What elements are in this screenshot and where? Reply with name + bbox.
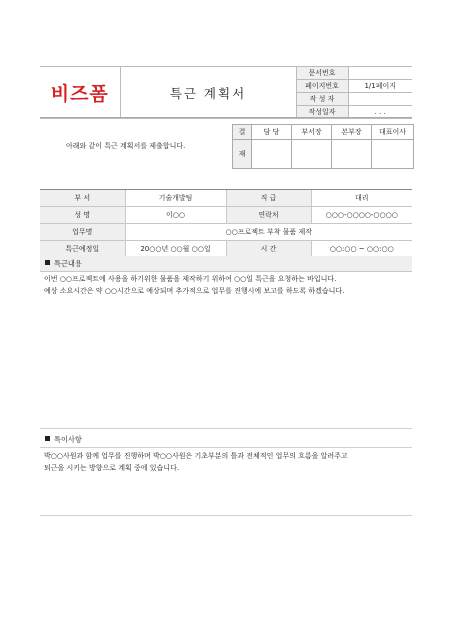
approval-header-ceo: 대표이사 <box>372 125 414 140</box>
page-number-value: 1/1페이지 <box>348 80 412 93</box>
notes-line: 박○○사원과 함께 업무를 진행하며 박○○사원은 기초부분의 틀과 전체적인 업무의 흐름을 알려주고 <box>44 452 348 460</box>
approval-sign-ceo[interactable] <box>372 140 414 169</box>
content-section-header <box>40 256 412 272</box>
time-value[interactable]: ○○:○○ ~ ○○:○○ <box>311 241 412 258</box>
name-label: 성 명 <box>40 207 125 224</box>
square-bullet-icon <box>45 436 50 441</box>
approval-sign-dept-head[interactable] <box>292 140 332 169</box>
square-bullet-icon <box>45 260 50 265</box>
logo-cell <box>40 67 120 119</box>
date-written-label: 작성일자 <box>296 106 348 119</box>
date-written-value[interactable]: . . . <box>348 106 412 119</box>
name-value[interactable]: 이○○ <box>125 207 226 224</box>
time-label: 시 간 <box>226 241 311 258</box>
notes-bottom-rule <box>40 515 412 516</box>
contact-value[interactable]: ○○○-○○○○-○○○○ <box>311 207 412 224</box>
notes-section-header <box>45 435 82 445</box>
intro-text: 아래와 같이 특근 계획서를 제출합니다. <box>66 142 186 150</box>
page-number-label: 페이지번호 <box>296 80 348 93</box>
info-table <box>40 190 412 258</box>
approval-table <box>232 124 414 169</box>
approval-header-division-head: 본부장 <box>332 125 372 140</box>
document-header <box>40 66 412 119</box>
department-label: 부 서 <box>40 190 125 207</box>
task-value[interactable]: ○○프로젝트 부착 물품 제작 <box>125 224 412 241</box>
rank-value[interactable]: 대리 <box>311 190 412 207</box>
contact-label: 연락처 <box>226 207 311 224</box>
doc-number-value[interactable] <box>348 67 412 80</box>
rank-label: 직 급 <box>226 190 311 207</box>
doc-number-label: 문서번호 <box>296 67 348 80</box>
content-line: 이번 ○○프로젝트에 사용을 하기위한 물품을 제작하기 위하여 ○○일 특근을 요청하는 바입니다. <box>44 275 337 283</box>
overtime-date-label: 특근예정일 <box>40 241 125 258</box>
approval-side-bottom: 재 <box>233 140 252 169</box>
author-label: 작 성 자 <box>296 93 348 106</box>
department-value[interactable]: 기술개발팀 <box>125 190 226 207</box>
content-body[interactable] <box>44 273 412 297</box>
approval-header-dept-head: 부서장 <box>292 125 332 140</box>
bizform-logo: 비즈폼 <box>50 83 109 105</box>
document-title: 특근 계획서 <box>169 85 247 101</box>
overtime-date-value[interactable]: 20○○년 ○○월 ○○일 <box>125 241 226 258</box>
content-line: 예상 소요시간은 약 ○○시간으로 예상되며 추가적으로 업무를 진행시에 보고를 하도록 하겠습니다. <box>44 287 345 295</box>
approval-header-staff: 담 당 <box>252 125 292 140</box>
content-section-heading: 특근내용 <box>54 259 82 268</box>
notes-heading-rule <box>40 447 412 448</box>
notes-top-rule <box>40 428 412 429</box>
title-cell <box>120 67 296 119</box>
approval-sign-staff[interactable] <box>252 140 292 169</box>
author-value[interactable] <box>348 93 412 106</box>
section-divider-top <box>40 117 412 118</box>
approval-side-top: 결 <box>233 125 252 140</box>
notes-body[interactable] <box>44 450 412 474</box>
task-label: 업무명 <box>40 224 125 241</box>
approval-sign-division-head[interactable] <box>332 140 372 169</box>
notes-section-heading: 특이사항 <box>54 435 82 444</box>
notes-line: 퇴근을 시키는 방향으로 계획 중에 있습니다. <box>44 464 180 472</box>
